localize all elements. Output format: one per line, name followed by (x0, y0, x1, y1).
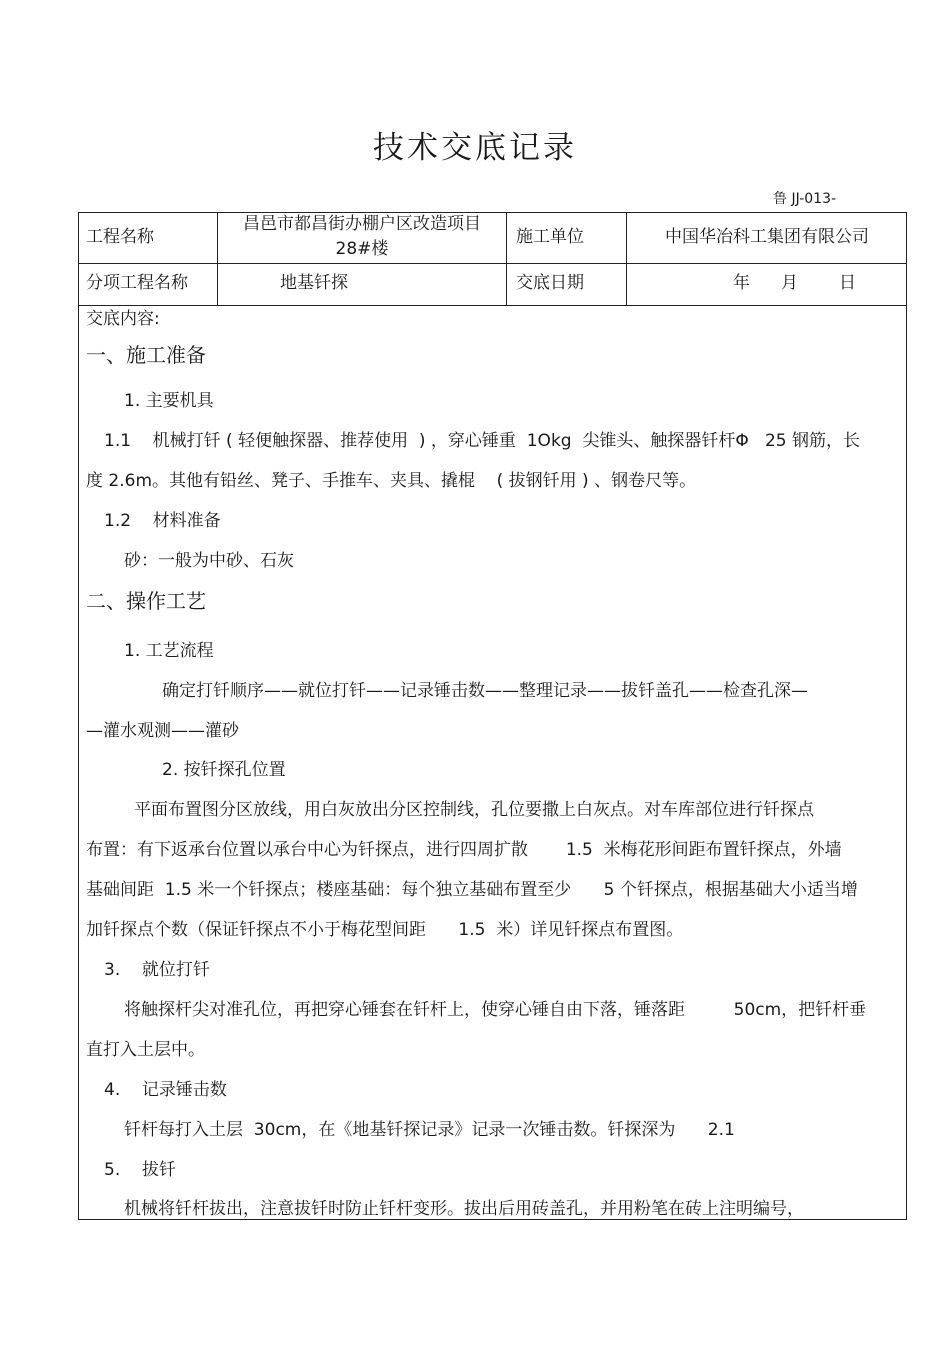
document-number: 鲁 JJ-013- (773, 191, 837, 207)
contractor-label: 施工单位 (516, 227, 584, 247)
section-2-1-line-a: 确定打钎顺序——就位打钎——记录锤击数——整理记录——拔钎盖孔——检查孔深— (162, 681, 808, 701)
section-2-5-line-a: 机械将钎杆拔出，注意拔钎时防止钎杆变形。拔出后用砖盖孔，并用粉笔在砖上注明编号， (124, 1199, 804, 1219)
sub-project-value: 地基钎探 (280, 273, 348, 293)
sub-project-label: 分项工程名称 (86, 273, 188, 293)
section-1-title: 一、施工准备 (86, 343, 206, 367)
section-2-2-line-b: 布置：有下返承台位置以承台中心为钎探点，进行四周扩散 1.5 米梅花形间距布置钎探点，外墙 (86, 840, 842, 860)
section-1-1-1-line-a: 1.1 机械打钎 ( 轻便触探器、推荐使用 ) ，穿心锤重 1Okg 尖锥头、触探器钎杆Φ 25 钢筋，长 (104, 431, 861, 451)
section-2-3: 3. 就位打钎 (104, 960, 210, 980)
section-1-1-1-line-b: 度 2.6m。其他有铅丝、凳子、手推车、夹具、撬棍 ( 拔钢钎用 ) 、钢卷尺等。 (86, 471, 697, 491)
section-2-2-line-a: 平面布置图分区放线，用白灰放出分区控制线，孔位要撒上白灰点。对车库部位进行钎探点 (134, 800, 814, 820)
section-1-1: 1. 主要机具 (124, 391, 214, 411)
section-1-2: 1.2 材料准备 (104, 511, 221, 531)
section-2-1-line-b: —灌水观测——灌砂 (86, 721, 239, 741)
section-2-2-line-c: 基础间距 1.5 米一个钎探点；楼座基础：每个独立基础布置至少 5 个钎探点，根据基础大小适当增 (86, 880, 858, 900)
section-2-3-line-b: 直打入土层中。 (86, 1040, 205, 1060)
section-2-4-line-a: 钎杆每打入土层 30cm，在《地基钎探记录》记录一次锤击数。钎探深为 2.1 (124, 1120, 735, 1140)
section-2-2-line-d: 加钎探点个数（保证钎探点不小于梅花型间距 1.5 米）详见钎探点布置图。 (86, 920, 684, 940)
col-divider-2 (506, 212, 507, 306)
date-month: 月 (781, 273, 798, 293)
date-day: 日 (839, 273, 856, 293)
row-divider-2 (78, 305, 907, 306)
section-2-4: 4. 记录锤击数 (104, 1080, 227, 1100)
section-2-1: 1. 工艺流程 (124, 641, 214, 661)
section-1-2-text: 砂：一般为中砂、石灰 (124, 551, 294, 571)
content-label: 交底内容: (86, 309, 160, 329)
date-year: 年 (733, 273, 750, 293)
section-2-3-line-a: 将触探杆尖对准孔位，再把穿心锤套在钎杆上，使穿心锤自由下落，锤落距 50cm，把钎杆垂 (124, 1000, 867, 1020)
project-name-line2: 28#楼 (335, 239, 389, 259)
section-2-5: 5. 拔钎 (104, 1160, 176, 1180)
project-name-line1: 昌邑市都昌街办棚户区改造项目 (243, 214, 481, 234)
section-2-2: 2. 按钎探孔位置 (162, 760, 286, 780)
project-name-label: 工程名称 (86, 227, 154, 247)
date-label: 交底日期 (516, 273, 584, 293)
contractor-value: 中国华冶科工集团有限公司 (665, 227, 869, 247)
document-title: 技术交底记录 (373, 130, 577, 166)
row-divider-1 (78, 263, 907, 264)
section-2-title: 二、操作工艺 (86, 589, 206, 613)
